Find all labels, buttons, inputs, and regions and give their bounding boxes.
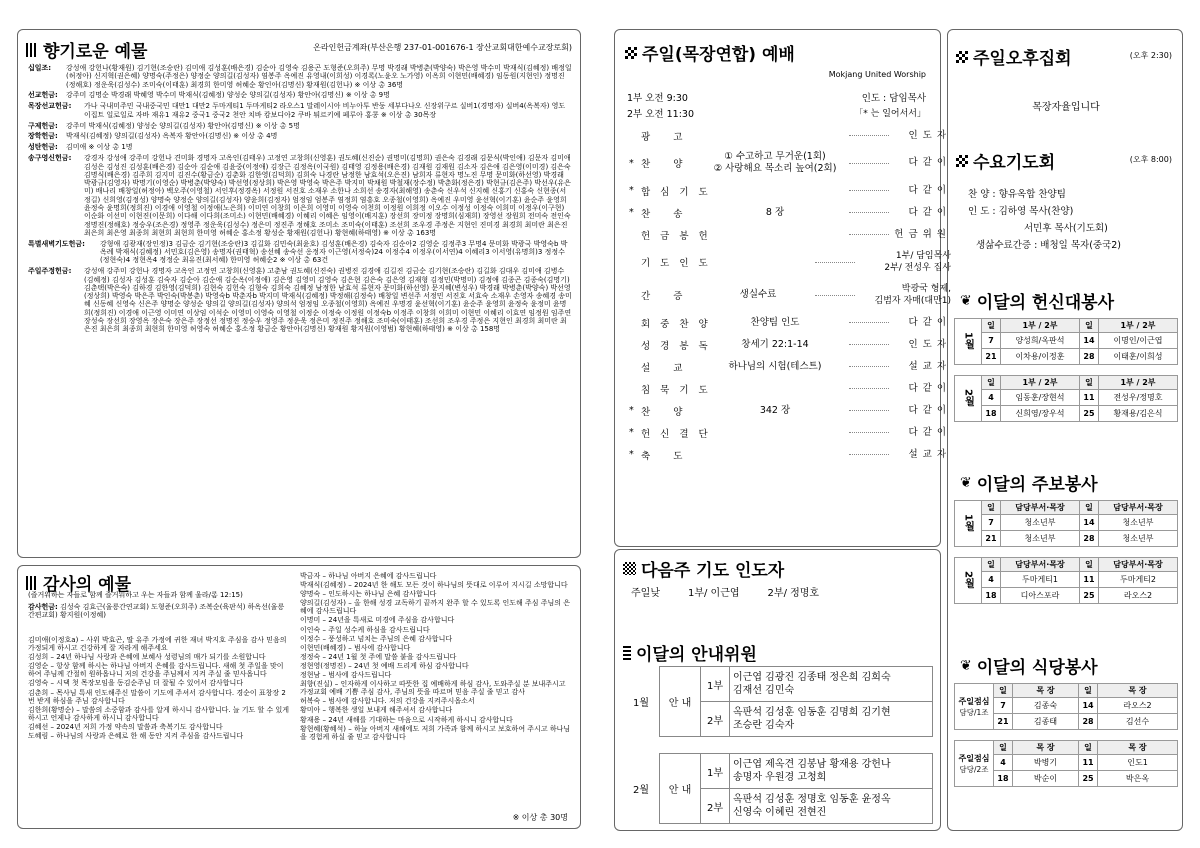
next-panel [614, 549, 941, 831]
schedule-month-text: 1월 [962, 331, 974, 349]
afternoon-title: 주일오후집회 [956, 44, 1072, 69]
offering-panel [17, 29, 581, 558]
worship-row [629, 148, 951, 178]
offering-label: 장학헌금: [28, 132, 58, 141]
thanks-entry: 김미애(이정호a) – 사위 박효곤, 딸 유주 가정에 귀한 재녀 박지호 주심을 감사 믿음의 가정되게 하시고 건강하게 잘 자라게 해주세요 [28, 636, 287, 653]
schedule-header-cell: 일 [982, 376, 1001, 390]
worship-leader: 설교자 [908, 448, 951, 460]
thanks-entry: 허복숙 – 범사에 감사합니다. 저의 건강을 지켜주시옵소서 [300, 697, 475, 706]
wednesday-lines [968, 186, 1121, 254]
schedule-header-cell: 1부 / 2부 [1099, 376, 1178, 390]
schedule-label: 주일점심 [958, 753, 990, 763]
schedule-row [955, 406, 1178, 422]
offering-label: 선교헌금: [28, 91, 58, 100]
offering-row [28, 102, 572, 119]
usher-part: 1부 [701, 754, 730, 789]
thanks-entry: 김한희(황명순) – 말씀의 소중함과 감사를 알게 하시니 감사합니다. 늘 기도 할 수 있게 하시고 언제나 감사하게 하시니 감사합니다 [28, 705, 290, 722]
offering-row [28, 64, 572, 89]
schedule-header-cell: 목 장 [1013, 684, 1079, 698]
schedule-header-cell: 담당부서·목장 [1001, 501, 1080, 515]
schedule-header [955, 741, 1178, 755]
usher-part: 1부 [701, 667, 730, 702]
checker-icon [623, 562, 636, 575]
usher-names: 이근엽 김광진 김종태 정은희 김희숙 김재선 김민숙 [730, 667, 933, 702]
worship-dots [849, 388, 889, 389]
afternoon-time: (오후 2:30) [1129, 51, 1172, 60]
schedule-sub: 담당/1조 [959, 707, 989, 717]
schedule-header-cell: 목 장 [1013, 741, 1079, 755]
schedule-cell: 18 [994, 771, 1013, 787]
offering-account: 온라인헌금계좌(부산은행 237-01-001676-1 장산교회대한예수교장로회) [313, 43, 572, 52]
usher-names: 옥판석 김성훈 정명호 임동훈 윤정옥 신영숙 이혜린 전현진 [730, 789, 933, 824]
schedule-cell: 28 [1080, 531, 1099, 547]
schedule-cell: 4 [982, 572, 1001, 588]
worship-item: 간 증 [641, 291, 693, 302]
schedule-row [955, 531, 1178, 547]
worship-dots [849, 322, 889, 323]
thanks-entry: 이인숙 – 주일 성수케 하심을 감사드립니다 [300, 625, 430, 634]
schedule-cell: 라오스2 [1098, 698, 1178, 714]
schedule-cell: 이명인/이근엽 [1099, 333, 1178, 349]
worship-item: 헌금봉헌 [641, 230, 718, 242]
schedule-cell: 김종태 [1013, 714, 1079, 730]
worship-guide: 인도 : 담임목사 [861, 93, 926, 104]
worship-leader: 다같이 [908, 206, 951, 218]
usher-month: 2월 [632, 785, 650, 796]
afternoon-text: 목장자율입니다 [1032, 102, 1100, 113]
worship-item: 광 고 [641, 131, 693, 143]
worship-leader: 인도자 [908, 338, 951, 350]
schedule-header-cell: 일 [982, 319, 1001, 333]
thanks-entry: 이정수 – 풍성하고 넘치는 주님의 은혜 감사합니다 [300, 634, 453, 643]
right-panel [947, 29, 1183, 831]
worship-item: 설 교 [641, 362, 693, 374]
worship-leader: 다같이 [908, 316, 951, 328]
schedule-cell: 두마게티1 [1001, 572, 1080, 588]
worship-dots [849, 366, 889, 367]
schedule-header-cell: 1부 / 2부 [1001, 376, 1080, 390]
worship-star: * [629, 427, 634, 438]
schedule-header [955, 501, 1178, 515]
service-title: ❦ 이달의 헌신대봉사 [960, 292, 1115, 313]
worship-dots [815, 295, 855, 296]
schedule-cell: 14 [1080, 515, 1099, 531]
usher-part: 2부 [701, 789, 730, 824]
schedule-header-cell: 일 [1080, 376, 1099, 390]
worship-dots [849, 190, 889, 191]
usher-names: 옥판석 김성훈 임동훈 김명희 김기현 조승란 김숙자 [730, 702, 933, 737]
worship-content: 찬양팀 인도 [750, 316, 800, 328]
offering-row [28, 143, 572, 151]
worship-row [629, 423, 951, 442]
worship-item: 성경봉독 [641, 340, 718, 352]
offering-label: 성탄헌금: [28, 143, 58, 152]
thanks-entry: 정현남 – 범사에 감사드립니다 [300, 671, 392, 680]
dining-title: ❦ 이달의 식당봉사 [960, 657, 1098, 678]
worship-dots [815, 262, 855, 263]
schedule-cell: 28 [1079, 714, 1098, 730]
schedule-header-cell: 목 장 [1098, 741, 1178, 755]
worship-item: 기도인도 [641, 258, 718, 269]
schedule-cell: 7 [982, 515, 1001, 531]
offering-row [28, 154, 572, 237]
thanks-entry: 정정숙 – 24년 1월 첫 주에 말씀 붙을 감사드립니다 [300, 652, 457, 661]
schedule-month-text: 2월 [962, 570, 974, 588]
worship-dots [849, 432, 889, 433]
offering-title: 향기로운 예물 [26, 37, 147, 62]
offering-names: 김미애 ※ 이상 총 1명 [66, 143, 133, 152]
worship-item: 축 도 [641, 450, 693, 462]
worship-row [629, 126, 951, 145]
next-prayer-title: 다음주 기도 인도자 [623, 556, 784, 581]
usher-names: 이근엽 제옥견 김봉남 황재용 강헌나 송명자 우원경 고청희 [730, 754, 933, 789]
worship-leader: 다같이 [908, 382, 951, 394]
schedule-cell: 7 [994, 698, 1013, 714]
worship-leader: 다같이 [908, 426, 951, 438]
worship-item: 회중찬양 [641, 318, 718, 330]
worship-item: 찬 양 [641, 406, 693, 418]
schedule-month [955, 558, 982, 604]
worship-content: 8 장 [765, 206, 785, 218]
schedule-header-cell: 일 [982, 501, 1001, 515]
thanks-entry: 김춘희 – 목사님 특새 인도해주신 말씀이 기도에 주셔서 감사합니다. 경순이 표창장 2번 받게 하심을 주님 감사합니다 [28, 688, 286, 705]
schedule-cell: 21 [982, 531, 1001, 547]
worship-row [629, 445, 951, 464]
spacer [955, 730, 1178, 741]
worship-row [629, 379, 951, 398]
schedule-cell: 21 [982, 349, 1001, 365]
schedule-cell: 7 [982, 333, 1001, 349]
offering-row [28, 91, 572, 99]
hand-icon: ❦ [960, 292, 972, 309]
schedule-row [955, 333, 1178, 349]
schedule-cell: 4 [994, 755, 1013, 771]
offering-label: 특별새벽기도헌금: [28, 239, 85, 248]
grid-icon [956, 155, 968, 167]
worship-leader: 설교자 [908, 360, 951, 372]
usher-role: 안 내 [660, 754, 701, 824]
usher-spacer [623, 737, 933, 754]
worship-leader: 박광국 형제, 김범자 자매(대만1) [874, 284, 951, 306]
schedule-cell: 25 [1080, 588, 1099, 604]
schedule-header-cell: 일 [1080, 501, 1099, 515]
thanks-title: 감사의 예물 [26, 570, 131, 595]
schedule-header-cell: 일 [1080, 558, 1099, 572]
schedule-cell: 25 [1080, 406, 1099, 422]
schedule-cell: 이차용/이정훈 [1001, 349, 1080, 365]
worship-item: 찬 송 [641, 208, 693, 220]
worship-leader: 헌금위원 [894, 228, 951, 240]
schedule-cell: 전성우/정명호 [1099, 390, 1178, 406]
schedule-header-cell: 담당부서·목장 [1099, 558, 1178, 572]
schedule-month [955, 319, 982, 365]
schedule-month [955, 684, 994, 730]
schedule-cell: 11 [1080, 572, 1099, 588]
schedule-cell: 14 [1080, 333, 1099, 349]
grid-icon [625, 47, 637, 59]
schedule-spacer [955, 547, 1178, 558]
schedule-header [955, 558, 1178, 572]
schedule-cell: 양성희/옥판석 [1001, 333, 1080, 349]
offering-names: 강경자 강성애 강주미 강헌나 견미화 경명자 고옥인(김태우) 고정연 고창희(신영훈) 권도혜(신진순) 권명미(김명희) 권은숙 김경래 김문식(박인애) 김문자 김미애 김성은 김성진 김성훈(배은경) 김순아 김순애 김윤중(이정애) 김장근 김정옥(이국원) 김태영 김정용(배은경) 김재원 김재원 김소자 김은애 김은영(이미경) 김은숙 김명식(배은경) 김주희 김지미 김진수(황금순) 김춘화 김한영(김덕희) 김희숙 나경란 남정한 남효석(오은진) 남희자 류현자 명노진 무명 문미화(하선영) 박경래 박광규(김영자) 박명기(이영순) 박병춘(박양숙) 박선영(정상희) 박은영 박영숙 박은주 박지미 박채원 박철재(장수정) 박춘화(정은경) 박현규(김은주) 박선우(유은미) 배나리 배창일(허정아) 백오주(이영철) 서인후(정경옥) 서정원 서진호 소재우 소한나 소희선 송경자(최해영) 송춘숙 신우석 신지혜 신홍기 신홍숙 신현종(서정길) 신희영(김정성) 양명숙 양정순 양의길(김성자) 양윤희(김정자) 엄정임 엄봉주 염정희 염흥호 오종철(이영희) 옥예진 우미영 윤선혁(이기훈) 윤순주 윤영희 윤정숙 윤명희(정희진) 이경애 이영철 이정애(노은희) 이미연 이창희 이은희 이영미 이영숙 이천희 이정원 이희정 이오수 이정성 이정숙 이희미 이정우(이구현) 이순화 이선미 이현진(이문희) 이다해 이다희(조미소) 이현민(배혜경) 이혜리 이혜은 임영이(배지훈) 장선희 장미정 장명희(심재희) 장영선 장원희 전미숙 전인숙 정명진(정해호) 정승우(조은경) 정영주 정운욱(김성수) 정은미 정진주 정해호 조미소 조미숙(이태훈) 조선희 조우경 주정은 지현인 진미경 최경희 최미란 최은진 최은희 최은영 최종희 최현희 최현희 한미영 허혜순 홍소정 황성순 황재원(김헌나) 황현혜(하태영) ※ 이상 총 163명 [84, 154, 571, 237]
schedule-row [955, 349, 1178, 365]
thanks-entry: 이현민(배혜경) – 범사에 감사합니다 [300, 643, 411, 652]
schedule-cell: 두마게티2 [1099, 572, 1178, 588]
thanks-entry: 황미아 – 행복한 생일 보내게 해주셔서 감사합니다 [300, 706, 453, 715]
offering-label: 십일조: [28, 64, 52, 72]
worship-guide-note: 「* 는 일어서서」 [854, 109, 926, 119]
worship-row [629, 181, 951, 200]
schedule-cell: 18 [982, 588, 1001, 604]
worship-subtitle: Mokjang United Worship [828, 70, 926, 79]
schedule-header-cell: 1부 / 2부 [1001, 319, 1080, 333]
offering-row [28, 132, 572, 140]
service-table [954, 318, 1178, 422]
worship-item: 합심기도 [641, 186, 718, 198]
offering-names: 박재식(김혜정) 양의길(김성자) 옥복자 황안아(김명신) ※ 이상 총 4명 [66, 132, 278, 141]
thanks-entry: 김영숙 – 시댁 첫 목장모임을 동김순주님 더 잘될 수 있어서 감사합니다 [28, 679, 244, 688]
schedule-cell: 28 [1080, 349, 1099, 365]
schedule-cell: 21 [994, 714, 1013, 730]
schedule-cell: 25 [1079, 771, 1098, 787]
worship-star: * [629, 207, 634, 218]
worship-item: 헌신결단 [641, 428, 718, 440]
schedule-cell: 11 [1079, 755, 1098, 771]
thanks-entry: 정현영(정명진) – 24년 첫 예배 드리게 하심 감사합니다 [300, 661, 469, 670]
worship-dots [849, 135, 889, 136]
schedule-header-cell: 일 [994, 684, 1013, 698]
offering-label: 구제헌금: [28, 121, 58, 130]
schedule-header-cell: 1부 / 2부 [1099, 319, 1178, 333]
thanks-list-left [28, 636, 290, 741]
schedule-header [955, 319, 1178, 333]
spacer [623, 737, 933, 754]
thanks-entry: 최향(진실) – 인자하게 이사하고 따뜻한 집 예배하게 하심 감사, 도와주실 분 보내주시고 가정교회 예배 기쁨 주심 감사, 주님의 뜻을 따르며 믿음 주실 줄 믿고 감사 [300, 680, 566, 697]
schedule-cell: 11 [1080, 390, 1099, 406]
offering-label: 목장선교헌금: [28, 102, 72, 111]
bars-icon [26, 576, 38, 590]
schedule-header-cell: 일 [1079, 741, 1098, 755]
worship-row [629, 280, 951, 310]
schedule-cell: 김선수 [1098, 714, 1178, 730]
worship-item: 찬 양 [641, 159, 693, 170]
schedule-cell: 인도1 [1098, 755, 1178, 771]
schedule-header-cell: 일 [1080, 319, 1099, 333]
schedule-cell: 청소년부 [1001, 515, 1080, 531]
usher-month: 1월 [632, 698, 650, 709]
schedule-cell: 디아스포라 [1001, 588, 1080, 604]
offering-names: 강성애 강주미 강헌나 경명자 고옥인 고정연 고창희(신영훈) 고춘남 권도혜(신진숙) 권병진 김경애 김길진 김금순 김기현(조승란) 김길화 김대우 김미애 김병수(김혜정) 김성자 김성훈 김숙자 김순아 김순애 김순옥(이정애) 김은영 김영미 김영숙 김은현 김은숙 김은영 김재형 김정민(박명미) 김정애 김종곤 김종숙(김명기) 김춘택(박은숙) 김하경 김한영(김덕희) 김현숙 김헌숙 김형숙 김희숙 김혜정 남정한 남효석 류현자 문미화(하선영) 문지혜(변성우) 박경래 박병춘(박양숙) 박선영(정상희) 박영숙 박은주 박인숙(박봉춘) 박영숙b 박춘자b 박지미 박재식(김혜정) 박정해(김정숙) 배창일 변선주 서정민 서진호 서효숙 소재우 손영자 송혜경 송미혜 신동혜 신영숙 신은주 양명순 양성순 양의길 양의길(김성자) 양의석 엄정임 오종철(이영희) 옥예진 우명경 윤선혁(이기훈) 윤순주 윤영희 윤정숙 윤정미 윤명희(정희진) 이경애 이근영 이미연 이상임 이석순 이영미 이영숙 이영철 이정순 이정숙 이정원 이정숙b 이정주 이창희 이희미 이현민 이혜리 이효연 임정원 임주연 장성숙 장선희 장영옥 장은숙 장은주 장정선 정명진 정승우 정영주 정운욱 정은미 정진주 정해호 조미숙(이태훈) 조선희 조우경 주정은 지현인 최경희 최미란 최은진 최은희 최종희 최현희 한미영 허영숙 허혜순 홍소정 황금순 황안아(김명신) 황재원 황지원(이영범) 황현혜(하태영) ※ 이상 총 158명 [84, 267, 572, 334]
schedule-header [955, 376, 1178, 390]
schedule-cell: 김종숙 [1013, 698, 1079, 714]
hand-icon: ❦ [960, 657, 972, 674]
dining-table [954, 683, 1178, 787]
offering-names: 가나 국내미주민 국내중국민 대만1 대만2 두마게티1 두마게티2 라오스1 말레이시아 비누아투 반둥 세부다나오 신장위구르 실버1(경명자) 실버4(옥복자) 영도 이집트 일로일로 자바 재유1 재유2 중국1 중국2 천안 치바 캄보디아2 쿠바 튀르키예 페루아 홍콩 ※ 이상 총 30목장 [84, 102, 566, 119]
thanks-entry: 김혜선 – 2024년 저희 가정 약속의 말씀과 축복기도 감사합니다 [28, 722, 223, 731]
thanks-entry: 김영순 – 항상 함께 하시는 하나님 아버지 은혜를 감사드립니다. 새해 첫 주일을 맞이하여 주님께 간절히 원하옵나니 저의 건강을 주님께서 지켜 주실 줄 믿사옵니다 [28, 662, 284, 679]
wednesday-line: 서민후 목사(기도회) [1024, 223, 1108, 234]
ushers-title: 이달의 안내위원 [623, 640, 757, 665]
offering-names: 강형애 김광재(장인정)3 김금순 김기현(조승란)3 김길화 김민숙(최윤호) 김성훈(배은경) 김숙자 김순아2 김영순 김정주3 무명4 문미화 박광국 박영숙b 박옥례 박재식(김혜정) 서민호(김은영) 송명자(권태혁) 송선혜 송숙선 옹정자 이근영(서정숙)24 이정수4 이정우(이서연)4 이혜리3 이서영(유명희)3 정정수(정현숙)4 정현옥4 정정순 최유진(최서혜) 한미영 허혜순2 ※ 이상 총 63건 [100, 239, 568, 265]
wednesday-line: 인 도 : 김하영 목사(찬양) [968, 206, 1074, 217]
thanks-entry: 박금자 – 하나님 아버지 은혜에 감사드립니다 [300, 572, 437, 580]
worship-content: 342 장 [759, 404, 791, 416]
schedule-header-cell: 목 장 [1098, 684, 1178, 698]
worship-content: ① 수고하고 무거운(1회) ② 사랑해요 목소리 높여(2회) [713, 151, 837, 174]
schedule-cell: 청소년부 [1099, 531, 1178, 547]
worship-content: 하나님의 시험(테스트) [728, 360, 822, 372]
worship-time2: 2부 오전 11:30 [627, 109, 694, 120]
worship-star: * [629, 405, 634, 416]
worship-star: * [629, 157, 634, 169]
thanks-entry: 양명숙 – 인도하시는 하나님 은혜 감사합니다 [300, 590, 437, 599]
worship-dots [849, 163, 889, 164]
offering-row [28, 122, 572, 130]
worship-leader: 다같이 [908, 404, 951, 416]
wednesday-line: 찬 양 : 향유옥합 찬양팀 [968, 189, 1066, 200]
grid-icon [956, 51, 968, 63]
usher-role: 안 내 [660, 667, 701, 737]
usher-part: 2부 [701, 702, 730, 737]
wednesday-time: (오후 8:00) [1129, 155, 1172, 164]
bars-icon [26, 43, 38, 57]
worship-content: 생실수료 [739, 289, 777, 300]
thanks-entry: 박재식(김혜정) – 2024년 한 해도 모든 것이 하나님의 뜻대로 이루어 지시길 소망합니다 [300, 581, 568, 590]
thanks-gift: 감사헌금: 김성숙 김효근(울릉간연교회) 도형준(오희주) 조복순(육판석) 하옥선(울릉간편교회) 황지원(이정혜) [28, 603, 285, 620]
schedule-cell: 박병기 [1013, 755, 1079, 771]
parking-title: ❦ 이달의 주보봉사 [960, 474, 1098, 495]
schedule-month [955, 741, 994, 787]
schedule-header-cell: 일 [1079, 684, 1098, 698]
schedule-cell: 이태훈/이희성 [1099, 349, 1178, 365]
schedule-row [955, 588, 1178, 604]
schedule-cell: 14 [1079, 698, 1098, 714]
schedule-month [955, 501, 982, 547]
schedule-header-cell: 담당부서·목장 [1001, 558, 1080, 572]
next-prayer-line: 주일낮 1부/ 이근엽 2부/ 정명호 [631, 588, 820, 599]
schedule-header-cell: 일 [982, 558, 1001, 572]
worship-row [629, 401, 951, 420]
wednesday-line: 생삶수료간증 : 배청일 목자(중국2) [976, 240, 1122, 251]
thanks-entry: 양의길(김성자) – 올 한해 성경 교독하기 끝까지 완주 할 수 있도록 인도해 주심 주님의 은혜에 감사드립니다 [300, 599, 571, 616]
schedule-cell: 박순이 [1013, 771, 1079, 787]
worship-leader: 인도자 [908, 129, 951, 141]
worship-title: 주일(목장연합) 예배 [625, 40, 795, 65]
schedule-cell: 18 [982, 406, 1001, 422]
schedule-label: 주일점심 [958, 696, 990, 706]
worship-dots [849, 454, 889, 455]
usher-row [623, 667, 933, 702]
thanks-list-right [300, 572, 572, 742]
thanks-entry: 김성희 – 24년 하나님 사랑과 은혜에 보혜사 성령님의 매가 되기를 소원합니다 [28, 653, 266, 662]
worship-dots [849, 344, 889, 345]
thanks-panel [17, 565, 581, 829]
offering-label: 송구영신헌금: [28, 154, 72, 163]
worship-leader: 다같이 [908, 157, 951, 168]
wednesday-title: 수요기도회 [956, 148, 1055, 173]
vbars-icon [623, 646, 631, 660]
worship-leader: 다같이 [908, 184, 951, 196]
worship-row [629, 335, 951, 354]
schedule-header-cell: 일 [994, 741, 1013, 755]
schedule-month-text: 2월 [962, 388, 974, 406]
offering-names: 강성애 강헌나(황재원) 김기현(조승란) 김미애 김성훈(배은경) 김순아 김영숙 김용곤 도형준(오희주) 무명 박경래 박병춘(박양숙) 박은영 박수미 박재식(김혜정) 배정일(허정아) 신지혁(권은혜) 양명숙(주정은) 양정순 양의길(김성자) 염봉주 옥예진 유영내(이희성) 이경록(노윤오 노가영) 이옥희 이현민(배혜경) 임동원(지현인) 정명진(정해호) 정운욱(김성수) 조미숙(이태훈) 최경희 한미영 허혜순 황인아(김명신) 황재원(김헌나) ※ 이상 총 36명 [66, 64, 572, 89]
thanks-entry: 황재용 – 24년 새해를 기대하는 마음으로 시작하게 하시니 감사합니다 [300, 715, 513, 724]
worship-panel [614, 29, 951, 547]
schedule-cell: 임동훈/장현석 [1001, 390, 1080, 406]
usher-row [623, 754, 933, 789]
worship-dots [849, 234, 889, 235]
spacer [955, 547, 1178, 558]
offering-names: 강주미 김명순 박경래 박혜영 박수미 박재식(김혜정) 양성순 양의길(김성자) 황안아(김명신) ※ 이상 총 9명 [66, 91, 390, 100]
schedule-row [955, 515, 1178, 531]
offering-list [28, 64, 572, 336]
offering-row [28, 267, 572, 333]
thanks-entry: 황현혜(황혜석) – 하늘 아버지 새해에도 저희 가족과 함께 하시고 보호하여 주시고 하나님을 경험케 하실 줄 믿고 감사합니다 [300, 724, 571, 741]
ushers-table [623, 666, 933, 824]
thanks-entry: 도혜림 – 하나님의 사랑과 은혜로 한 해 동안 지켜 주심을 감사드립니다 [28, 732, 244, 741]
schedule-month [955, 376, 982, 422]
thanks-total: ※ 이상 총 30명 [512, 812, 568, 822]
thanks-verse: (즐거워하는 자들로 함께 즐거워하고 우는 자들과 함께 울라/롬 12:15) [28, 591, 243, 599]
schedule-cell: 황재용/김은식 [1099, 406, 1178, 422]
schedule-header-cell: 담당부서·목장 [1099, 501, 1178, 515]
worship-row [629, 313, 951, 332]
parking-table [954, 500, 1178, 604]
worship-star: * [629, 185, 634, 196]
schedule-sub: 담당/2조 [959, 764, 989, 774]
worship-leader: 1부/ 담임목사 2부/ 전성우 집사 [884, 251, 951, 273]
thanks-entry: 이명미 – 24년을 특새로 미경에 주심을 감사합니다 [300, 616, 455, 625]
schedule-cell: 4 [982, 390, 1001, 406]
worship-content: 창세기 22:1-14 [741, 338, 809, 350]
worship-time1: 1부 오전 9:30 [627, 93, 688, 104]
schedule-cell: 청소년부 [1001, 531, 1080, 547]
schedule-spacer [955, 730, 1178, 741]
worship-row [629, 357, 951, 376]
worship-item: 침묵기도 [641, 384, 718, 396]
schedule-cell: 박은옥 [1098, 771, 1178, 787]
offering-label: 주일주정헌금: [28, 267, 72, 276]
schedule-month-text: 1월 [962, 513, 974, 531]
worship-row [629, 203, 951, 222]
worship-star: * [629, 449, 634, 460]
worship-dots [849, 410, 889, 411]
schedule-cell: 청소년부 [1099, 515, 1178, 531]
schedule-row [955, 572, 1178, 588]
schedule-header [955, 684, 1178, 698]
spacer [955, 365, 1178, 376]
schedule-cell: 신희영/장우석 [1001, 406, 1080, 422]
worship-row [629, 225, 951, 244]
offering-row [28, 240, 572, 265]
schedule-cell: 라오스2 [1099, 588, 1178, 604]
schedule-row [955, 390, 1178, 406]
hand-icon: ❦ [960, 474, 972, 491]
offering-names: 강주미 박재식(김혜정) 양성순 양의길(김성자) 황안아(김명신) ※ 이상 총 5명 [66, 121, 300, 130]
schedule-spacer [955, 365, 1178, 376]
worship-row [629, 247, 951, 277]
worship-dots [849, 212, 889, 213]
